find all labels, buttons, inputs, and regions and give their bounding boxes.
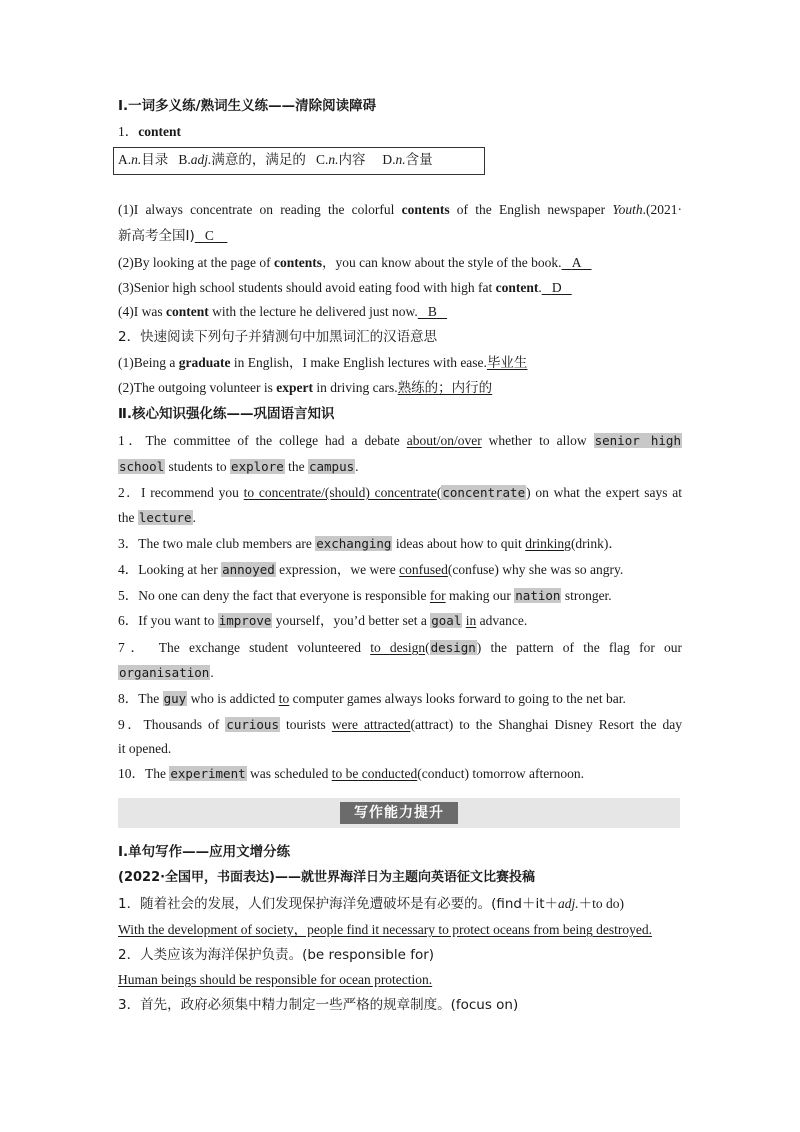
item-8: 8．The guy who is addicted to computer games always looks forward to going to the net bar. — [118, 691, 626, 706]
writing-q1: 1．随着社会的发展，人们发现保护海洋免遭破坏是有必要的。(find＋it＋adj.＋to do) — [118, 896, 625, 912]
answer: D — [551, 280, 562, 295]
options-line: A.n.目录 B.adj.满意的，满足的 C.n.内容 D.n.含量 — [118, 152, 433, 168]
sentence-2-1: (1)Being a graduate in English，I make English lectures with ease.毕业生 — [118, 355, 528, 371]
question-1 — [118, 122, 682, 142]
item-9-cont: it opened. — [118, 741, 172, 756]
section-title-2: Ⅱ.核心知识强化练——巩固语言知识 — [118, 406, 335, 422]
answer: 熟练的；内行的 — [397, 380, 493, 396]
item-10: 10．The experiment was scheduled to be conducted(conduct) tomorrow afternoon. — [118, 766, 585, 781]
item-9: 9．Thousands of curious tourists were attracted(attract) to the Shanghai Disney Resort the day — [118, 717, 682, 732]
keyword: content — [138, 124, 181, 139]
writing-q2: 2．人类应该为海洋保护负责。(be responsible for) — [118, 947, 435, 963]
sentence-2-2: (2)The outgoing volunteer is expert in driving cars.熟练的；内行的 — [118, 380, 493, 396]
item-2: 2．I recommend you to concentrate/(should) concentrate(concentrate) on what the expert says at — [118, 485, 682, 500]
answer: B — [427, 304, 437, 319]
question-number: 1． — [118, 124, 139, 139]
item-4: 4．Looking at her annoyed expression，we were confused(confuse) why she was so angry. — [118, 562, 624, 577]
item-7-cont: organisation. — [119, 665, 214, 680]
answer: 毕业生 — [486, 355, 528, 371]
item-7: 7． The exchange student volunteered to design(design) the pattern of the flag for our — [118, 640, 682, 655]
answer: C — [204, 228, 214, 243]
source-line: (2022·全国甲，书面表达)——就世界海洋日为主题向英语征文比赛投稿 — [118, 870, 536, 885]
banner-title: 写作能力提升 — [340, 802, 458, 824]
sentence-1-2: (2)By looking at the page of contents，you can know about the style of the book. A — [118, 253, 682, 273]
item-6: 6．If you want to improve yourself，you’d better set a goal in advance. — [118, 613, 528, 628]
item-1: 1．The committee of the college had a debate about/on/over whether to allow senior high — [118, 433, 681, 448]
item-5: 5．No one can deny the fact that everyone is responsible for making our nation stronger. — [118, 588, 612, 603]
question-2: 2．快速阅读下列句子并猜测句中加黑词汇的汉语意思 — [118, 329, 438, 345]
sentence-1-1: (1)I always concentrate on reading the colorful contents of the English newspaper Youth.(2021· — [118, 202, 682, 217]
writing-a1: With the development of society，people find it necessary to protect oceans from being destroyed. — [118, 922, 653, 937]
sentence-1-1-cont: 新高考全国Ⅰ) C — [118, 226, 682, 246]
item-3: 3．The two male club members are exchanging ideas about how to quit drinking(drink)． — [118, 536, 622, 551]
item-2-cont: the lecture. — [118, 510, 196, 525]
item-1-cont: school students to explore the campus. — [119, 459, 359, 474]
section-title-1: Ⅰ.一词多义练/熟词生义练——清除阅读障碍 — [118, 98, 377, 114]
answer: A — [571, 255, 582, 270]
writing-a2: Human beings should be responsible for ocean protection. — [118, 972, 433, 987]
section-title-3: Ⅰ.单句写作——应用文增分练 — [118, 844, 291, 860]
sentence-1-4: (4)I was content with the lecture he delivered just now. B — [118, 302, 682, 322]
sentence-1-3: (3)Senior high school students should avoid eating food with high fat content. D — [118, 278, 682, 298]
writing-q3: 3．首先，政府必须集中精力制定一些严格的规章制度。(focus on) — [118, 997, 519, 1013]
